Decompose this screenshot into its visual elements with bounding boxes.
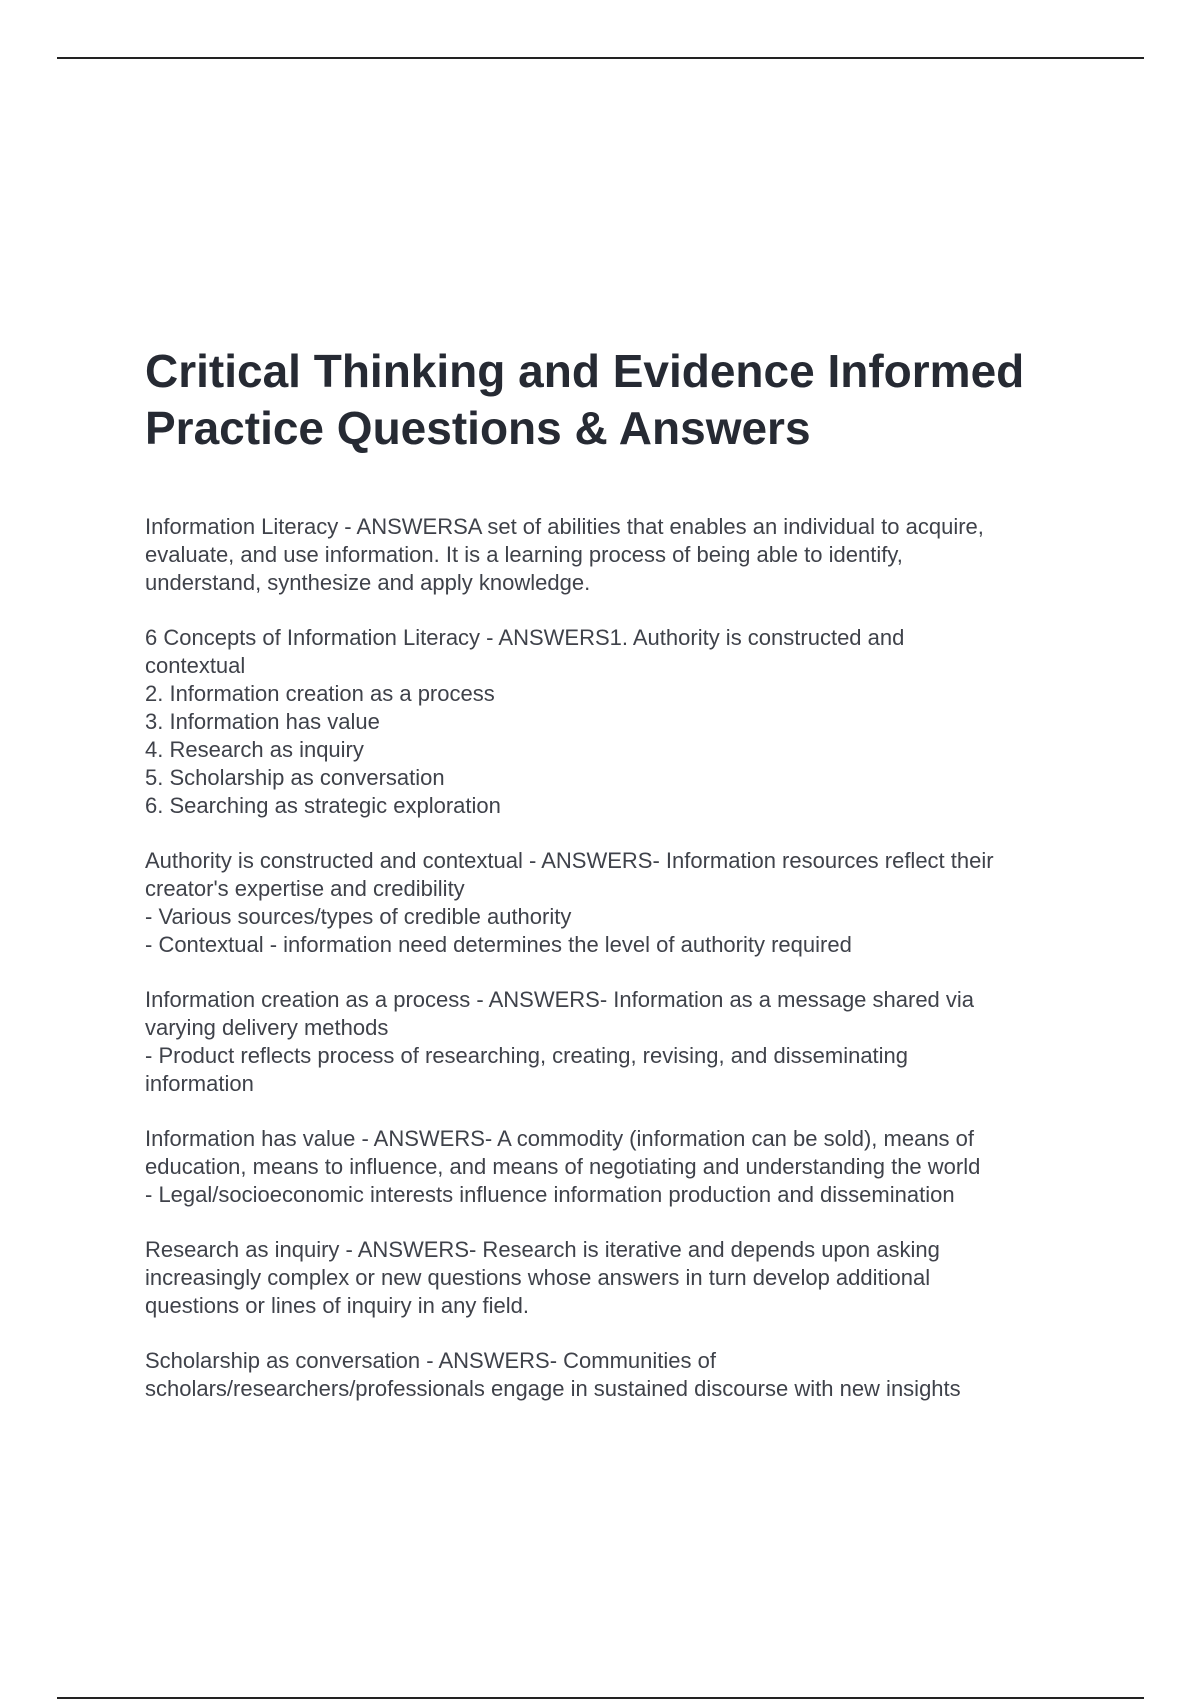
qa-entry-authority [145, 847, 1100, 959]
text-line: Information Literacy - ANSWERSA set of abilities that enables an individual to acquire, [145, 514, 984, 539]
qa-entry-six-concepts [145, 624, 1100, 820]
text-line: contextual [145, 653, 246, 678]
text-line: Authority is constructed and contextual - ANSWERS- Information resources reflect their [145, 848, 994, 873]
bottom-rule [57, 1697, 1144, 1699]
title-line: Critical Thinking and Evidence Informed [145, 345, 1025, 397]
qa-entry-information-creation [145, 986, 1100, 1098]
text-line: increasingly complex or new questions whose answers in turn develop additional [145, 1265, 931, 1290]
text-line: - Contextual - information need determines the level of authority required [145, 932, 852, 957]
text-line: 6. Searching as strategic exploration [145, 793, 501, 818]
text-line: questions or lines of inquiry in any field. [145, 1293, 529, 1318]
text-line: education, means to influence, and means of negotiating and understanding the world [145, 1154, 981, 1179]
text-line: 2. Information creation as a process [145, 681, 495, 706]
text-line: Information has value - ANSWERS- A commodity (information can be sold), means of [145, 1126, 975, 1151]
text-line: varying delivery methods [145, 1015, 389, 1040]
text-line: scholars/researchers/professionals engage in sustained discourse with new insights [145, 1376, 961, 1401]
qa-entry-information-value [145, 1125, 1100, 1209]
text-line: evaluate, and use information. It is a learning process of being able to identify, [145, 542, 903, 567]
text-line: - Legal/socioeconomic interests influence information production and dissemination [145, 1182, 955, 1207]
text-line: Information creation as a process - ANSWERS- Information as a message shared via [145, 987, 975, 1012]
text-line: 6 Concepts of Information Literacy - ANSWERS1. Authority is constructed and [145, 625, 905, 650]
text-line: 5. Scholarship as conversation [145, 765, 445, 790]
qa-entry-scholarship [145, 1347, 1100, 1403]
text-line: 3. Information has value [145, 709, 380, 734]
top-rule [57, 57, 1144, 59]
text-line: understand, synthesize and apply knowledge. [145, 570, 591, 595]
text-line: creator's expertise and credibility [145, 876, 465, 901]
qa-entry-research-inquiry [145, 1236, 1100, 1320]
title-line: Practice Questions & Answers [145, 402, 811, 454]
qa-entry-information-literacy [145, 513, 1100, 597]
text-line: Research as inquiry - ANSWERS- Research is iterative and depends upon asking [145, 1237, 940, 1262]
document-title [145, 343, 1105, 457]
text-line: Scholarship as conversation - ANSWERS- Communities of [145, 1348, 716, 1373]
text-line: - Various sources/types of credible authority [145, 904, 572, 929]
document-body [145, 513, 1100, 1430]
text-line: - Product reflects process of researching, creating, revising, and disseminating [145, 1043, 909, 1068]
text-line: information [145, 1071, 254, 1096]
text-line: 4. Research as inquiry [145, 737, 364, 762]
